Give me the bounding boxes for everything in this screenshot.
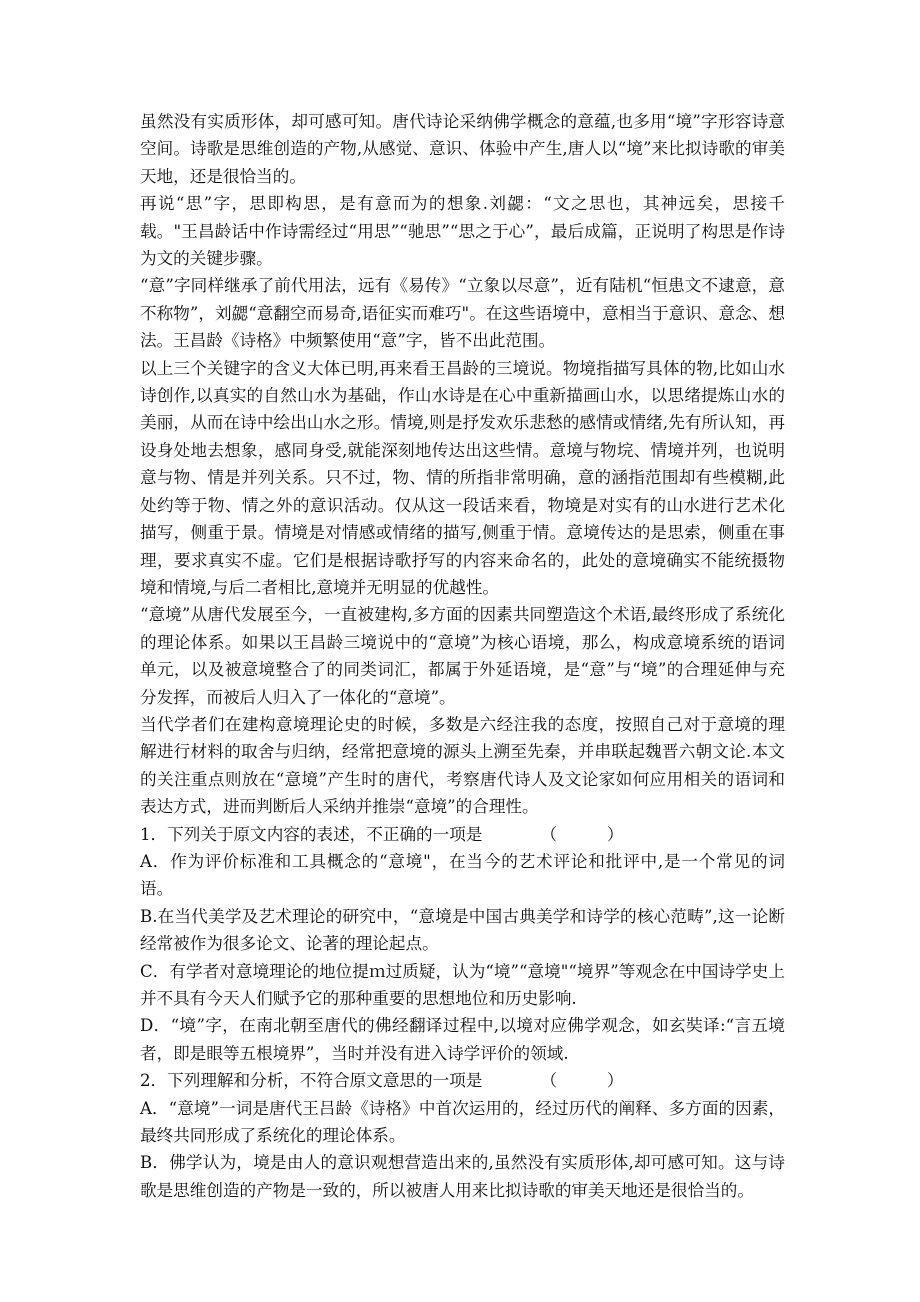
question-1-option-a: A．作为评价标准和工具概念的“意境"，在当今的艺术评论和批评中,是一个常见的词语。 xyxy=(140,851,785,899)
document-body xyxy=(140,108,785,1204)
question-1-option-c: C．有学者对意境理论的地位提ｍ过质疑，认为“境”“意境"“境界”等观念在中国诗学史上并不具有今天人们赋予它的那种重要的思想地位和历史影响. xyxy=(140,961,785,1008)
question-2-stem: 2．下列理解和分析，不符合原文意思的一项是 （ ） xyxy=(140,1071,624,1091)
paragraph-yijing-development: “意境”从唐代发展至今，一直被建构,多方面的因素共同塑造这个术语,最终形成了系统化的理论体系。如果以王昌龄三境说中的“意境”为核心语境，那么，构成意境系统的语词单元，以及被意境整合了的同类词汇，都属于外延语境，是“意”与“境”的合理延伸与充分发挥，而被后人归入了一体化的“意境”。 xyxy=(140,605,785,707)
question-1-stem: 1．下列关于原文内容的表述，不正确的一项是 （ ） xyxy=(140,824,624,844)
paragraph-jing-intro: 虽然没有实质形体，却可感可知。唐代诗论采纳佛学概念的意蕴,也多用“境”字形容诗意空间。诗歌是思维创造的产物,从感觉、意识、体验中产生,唐人以“境”来比拟诗歌的审美天地，还是很恰当的。 xyxy=(140,112,785,186)
paragraph-contemporary-scholars: 当代学者们在建构意境理论史的时候，多数是六经注我的态度，按照自己对于意境的理解进行材料的取舍与归纳，经常把意境的源头上溯至先秦，并串联起魏晋六朝文论.本文的关注重点则放在“意境”产生时的唐代，考察唐代诗人及文论家如何应用相关的语词和表达方式，进而判断后人采纳并推崇“意境”的合理性。 xyxy=(140,714,785,817)
paragraph-si: 再说“思”字，思即构思，是有意而为的想象.刘勰：“文之思也，其神远矣，思接千载。"王昌龄话中作诗需经过“用思”“驰思”“思之于心”，最后成篇，正说明了构思是作诗为文的关键步骤。 xyxy=(140,194,785,269)
question-2-option-a: A．“意境”一词是唐代王吕龄《诗格》中首次运用的，经过历代的阐释、多方面的因素，最终共同形成了系统化的理论体系。 xyxy=(140,1098,785,1146)
question-2-option-b: B．佛学认为，境是由人的意识观想营造出来的,虽然没有实质形体,却可感可知。这与诗歌是思维创造的产物是一致的，所以被唐人用来比拟诗歌的审美天地还是很恰当的。 xyxy=(140,1153,785,1200)
paragraph-yi: “意”字同样继承了前代用法，远有《易传》“立象以尽意”，近有陆机“恒患文不逮意，意不称物”，刘勰“意翻空而易奇,语征实而难巧"。在这些语境中，意相当于意识、意念、想法。王昌龄《诗格》中频繁使用“意”字，皆不出此范围。 xyxy=(140,276,785,351)
paragraph-three-realms: 以上三个关键字的含义大体已明,再来看王昌龄的三境说。物境指描写具体的物,比如山水诗创作,以真实的自然山水为基础，作山水诗是在心中重新描画山水，以思绪提炼山水的美丽，从而在诗中绘出山水之形。情境,则是抒发欢乐悲愁的感情或情绪,先有所认知，再设身处地去想象，感同身受,就能深刻地传达出这些情。意境与物垸、情境并列，也说明意与物、情是并列关系。只不过，物、情的所指非常明确，意的涵指范围却有些模糊,此处约等于物、情之外的意识活动。仅从这一段话来看，物境是对实有的山水进行艺术化描写，侧重于景。情境是对情感或情绪的描写,侧重于情。意境传达的是思索，侧重在事理，要求真实不虚。它们是根据诗歌抒写的内容来命名的，此处的意境确实不能统摄物境和情境,与后二者相比,意境并无明显的优越性。 xyxy=(140,358,785,597)
question-1-option-b: B.在当代美学及艺术理论的研究中，“意境是中国古典美学和诗学的核心范畴”,这一论断经常被作为很多论文、论著的理论起点。 xyxy=(140,906,785,954)
question-1-option-d: D．“境”字，在南北朝至唐代的佛经翻译过程中,以境对应佛学观念，如玄奘译:“言五境者，即是眼等五根境界”，当时并没有进入诗学评价的领域. xyxy=(140,1016,785,1063)
